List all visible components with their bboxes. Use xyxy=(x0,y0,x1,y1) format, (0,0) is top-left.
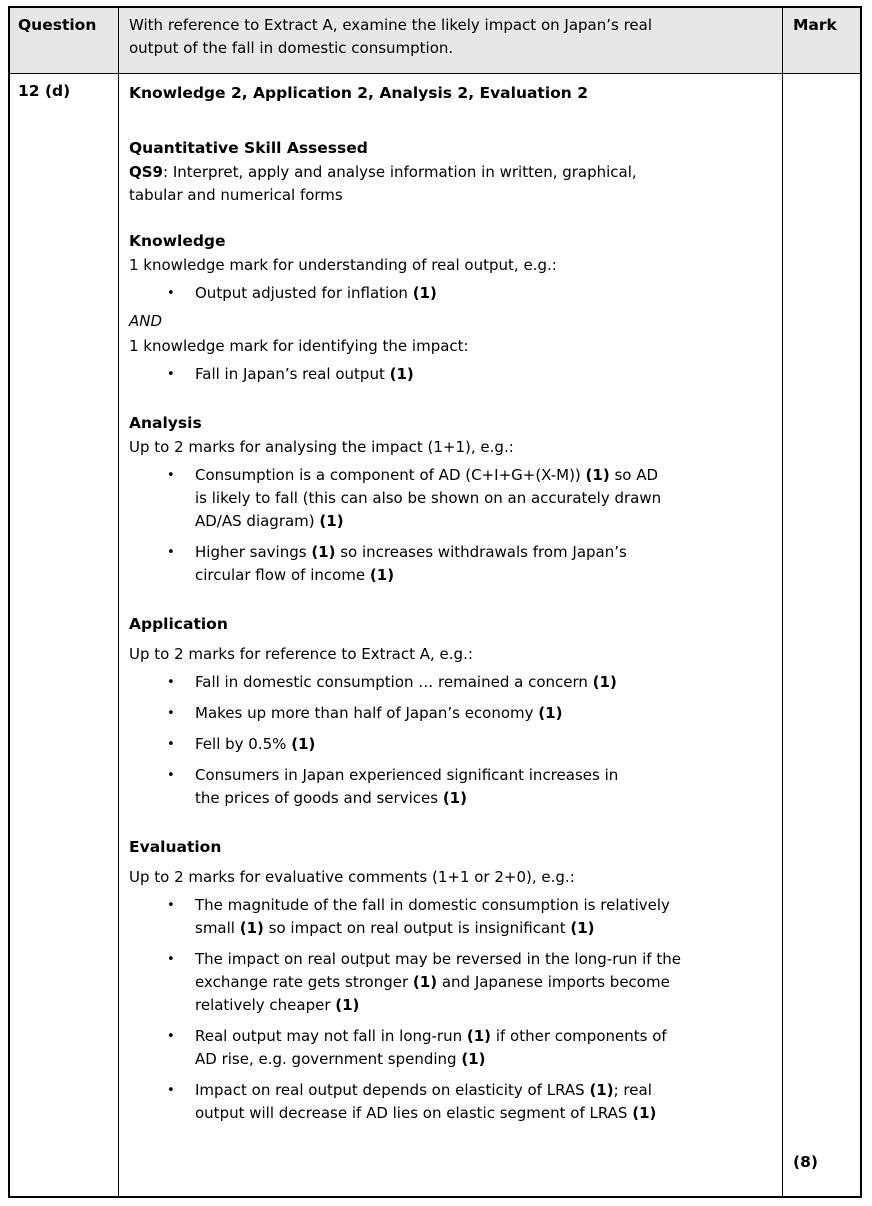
section-heading: Evaluation xyxy=(129,838,222,856)
bullet-item xyxy=(167,764,770,810)
bullet-item xyxy=(167,894,770,940)
scheme-paragraph: QS9: Interpret, apply and analyse information in written, graphical, tabular and numerical forms xyxy=(129,163,637,204)
bullet-marker: • xyxy=(167,1083,175,1098)
scheme-paragraph: Up to 2 marks for analysing the impact (1+1), e.g.: xyxy=(129,438,514,456)
scheme-paragraph-italic: AND xyxy=(129,312,163,330)
mark-column-header: Mark xyxy=(793,16,837,34)
section-heading: Knowledge xyxy=(129,232,226,250)
scheme-paragraph: 1 knowledge mark for understanding of real output, e.g.: xyxy=(129,256,557,274)
bullet-marker: • xyxy=(167,675,175,690)
mark-scheme-table xyxy=(8,6,862,1198)
mark-value: (8) xyxy=(793,1153,818,1171)
bullet-item xyxy=(167,948,770,1017)
table-header-row xyxy=(10,8,860,74)
scheme-paragraph: Up to 2 marks for reference to Extract A, e.g.: xyxy=(129,645,473,663)
bullet-item xyxy=(167,363,770,386)
bullet-item xyxy=(167,702,770,725)
bullet-text: Output adjusted for inflation (1) xyxy=(195,284,437,302)
bullet-marker: • xyxy=(167,545,175,560)
mark-scheme-blocks xyxy=(119,74,783,1196)
bullet-item xyxy=(167,464,770,533)
bullet-text: Makes up more than half of Japan’s economy (1) xyxy=(195,704,563,722)
bullet-item xyxy=(167,1079,770,1125)
table-body-row xyxy=(10,74,860,1196)
bullet-item xyxy=(167,733,770,756)
bullet-marker: • xyxy=(167,1029,175,1044)
bullet-text: Real output may not fall in long-run (1) if other components of AD rise, e.g. government spending (1) xyxy=(195,1027,667,1068)
section-heading: Quantitative Skill Assessed xyxy=(129,139,368,157)
question-text: With reference to Extract A, examine the likely impact on Japan’s real output of the fall in domestic consumption. xyxy=(119,8,783,73)
bullet-text: Consumption is a component of AD (C+I+G+(X-M)) (1) so AD is likely to fall (this can also be shown on an accurately drawn AD/AS diagram) (1) xyxy=(195,466,662,530)
spacer xyxy=(129,636,770,642)
section-heading: Application xyxy=(129,615,228,633)
bullet-text: Impact on real output depends on elasticity of LRAS (1); real output will decrease if AD lies on elastic segment of LRAS (1) xyxy=(195,1081,657,1122)
bullet-item xyxy=(167,671,770,694)
bullet-marker: • xyxy=(167,367,175,382)
bullet-item xyxy=(167,541,770,587)
bullet-item xyxy=(167,282,770,305)
bullet-text: Fall in Japan’s real output (1) xyxy=(195,365,414,383)
bullet-text: Fall in domestic consumption … remained a concern (1) xyxy=(195,673,617,691)
bullet-marker: • xyxy=(167,468,175,483)
section-heading: Analysis xyxy=(129,414,202,432)
bullet-text: The magnitude of the fall in domestic consumption is relatively small (1) so impact on real output is insignificant (1) xyxy=(195,896,670,937)
question-column-header: Question xyxy=(10,8,119,73)
bullet-marker: • xyxy=(167,286,175,301)
mark-cell xyxy=(783,74,860,1196)
bullet-text: Fell by 0.5% (1) xyxy=(195,735,316,753)
bullet-marker: • xyxy=(167,952,175,967)
bullet-marker: • xyxy=(167,706,175,721)
bullet-text: Consumers in Japan experienced significant increases in the prices of goods and services (1) xyxy=(195,766,619,807)
bullet-marker: • xyxy=(167,768,175,783)
bullet-text: The impact on real output may be reversed in the long-run if the exchange rate gets stronger (1) and Japanese imports become relatively cheaper (1) xyxy=(195,950,681,1014)
scheme-paragraph: 1 knowledge mark for identifying the impact: xyxy=(129,337,469,355)
question-number: 12 (d) xyxy=(10,74,119,1196)
bullet-item xyxy=(167,1025,770,1071)
marks-summary: Knowledge 2, Application 2, Analysis 2, Evaluation 2 xyxy=(129,84,589,102)
bullet-marker: • xyxy=(167,898,175,913)
spacer xyxy=(129,859,770,865)
bullet-text: Higher savings (1) so increases withdrawals from Japan’s circular flow of income (1) xyxy=(195,543,627,584)
bullet-marker: • xyxy=(167,737,175,752)
scheme-paragraph: Up to 2 marks for evaluative comments (1+1 or 2+0), e.g.: xyxy=(129,868,575,886)
